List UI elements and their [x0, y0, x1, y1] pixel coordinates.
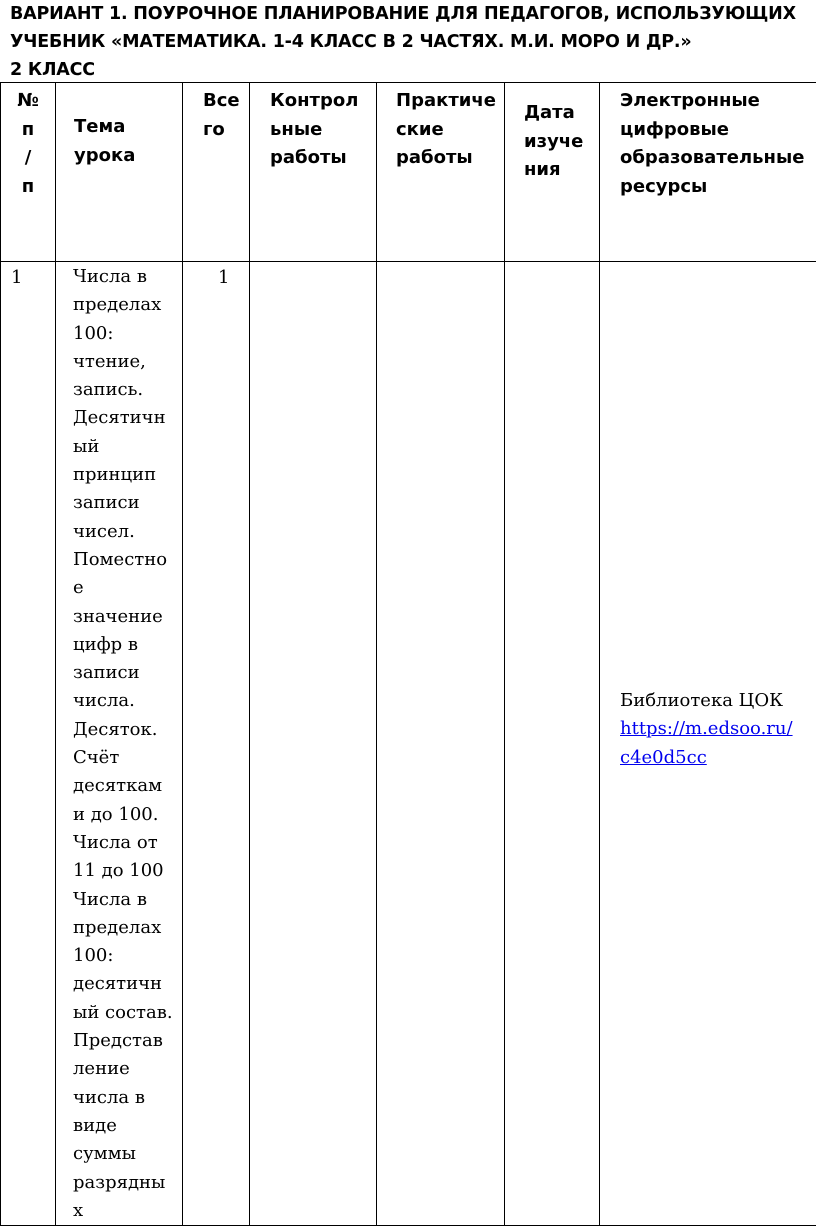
- topic-line: Числа от: [73, 829, 182, 857]
- resource-link-line-2[interactable]: c4e0d5cc: [620, 747, 707, 768]
- cell-tests: [250, 262, 377, 1226]
- topic-line: виде: [73, 1112, 182, 1140]
- resource-label: Библиотека ЦОК: [620, 687, 816, 715]
- topic-line: значение: [73, 603, 182, 631]
- topic-line: записи: [73, 489, 182, 517]
- header-resources: Электронные цифровые образовательные ресурсы: [600, 83, 816, 262]
- topic-line: Поместно: [73, 546, 182, 574]
- topic-line: е: [73, 574, 182, 602]
- topic-line: записи: [73, 659, 182, 687]
- resource-link[interactable]: [620, 715, 816, 772]
- header-row: [1, 83, 816, 262]
- topic-line: ый: [73, 433, 182, 461]
- cell-total: 1: [183, 262, 250, 1226]
- topic-line: Числа в: [73, 886, 182, 914]
- topic-line: числа в: [73, 1084, 182, 1112]
- topic-lines: [73, 263, 182, 1225]
- topic-line: 100:: [73, 942, 182, 970]
- topic-line: Представ: [73, 1027, 182, 1055]
- cell-topic: [56, 262, 183, 1226]
- topic-line: цифр в: [73, 631, 182, 659]
- header-total: Все го: [183, 83, 250, 262]
- topic-line: Десятичн: [73, 404, 182, 432]
- topic-line: 100:: [73, 320, 182, 348]
- header-date: Дата изуче ния: [505, 83, 600, 262]
- topic-line: Числа в: [73, 263, 182, 291]
- header-num: № п / п: [1, 83, 56, 262]
- cell-resources: [600, 262, 816, 1226]
- title-line-1: ВАРИАНТ 1. ПОУРОЧНОЕ ПЛАНИРОВАНИЕ ДЛЯ ПЕДАГОГОВ, ИСПОЛЬЗУЮЩИХ: [10, 0, 810, 28]
- topic-line: Счёт: [73, 744, 182, 772]
- cell-num: 1: [1, 262, 56, 1226]
- title-line-3: 2 КЛАСС: [10, 56, 810, 84]
- cell-practical: [377, 262, 505, 1226]
- topic-line: числа.: [73, 687, 182, 715]
- topic-line: принцип: [73, 461, 182, 489]
- topic-line: 11 до 100: [73, 857, 182, 885]
- lesson-plan-table: [0, 82, 816, 1226]
- topic-line: Десяток.: [73, 716, 182, 744]
- header-tests: Контрол ьные работы: [250, 83, 377, 262]
- header-practical: Практиче ские работы: [377, 83, 505, 262]
- topic-line: и до 100.: [73, 801, 182, 829]
- topic-line: десяткам: [73, 772, 182, 800]
- topic-line: запись.: [73, 376, 182, 404]
- topic-line: пределах: [73, 914, 182, 942]
- header-topic: Тема урока: [56, 83, 183, 262]
- topic-line: ый состав.: [73, 999, 182, 1027]
- topic-line: х: [73, 1197, 182, 1225]
- topic-line: десятичн: [73, 970, 182, 998]
- title-line-2: УЧЕБНИК «МАТЕМАТИКА. 1-4 КЛАСС В 2 ЧАСТЯХ. М.И. МОРО И ДР.»: [10, 28, 810, 56]
- topic-line: пределах: [73, 291, 182, 319]
- cell-date: [505, 262, 600, 1226]
- document-title: [10, 0, 810, 84]
- resource-link-line-1[interactable]: https://m.edsoo.ru/: [620, 718, 793, 739]
- topic-line: ление: [73, 1055, 182, 1083]
- table-row: [1, 262, 816, 1226]
- topic-line: чтение,: [73, 348, 182, 376]
- topic-line: чисел.: [73, 518, 182, 546]
- topic-line: разрядны: [73, 1169, 182, 1197]
- topic-line: суммы: [73, 1140, 182, 1168]
